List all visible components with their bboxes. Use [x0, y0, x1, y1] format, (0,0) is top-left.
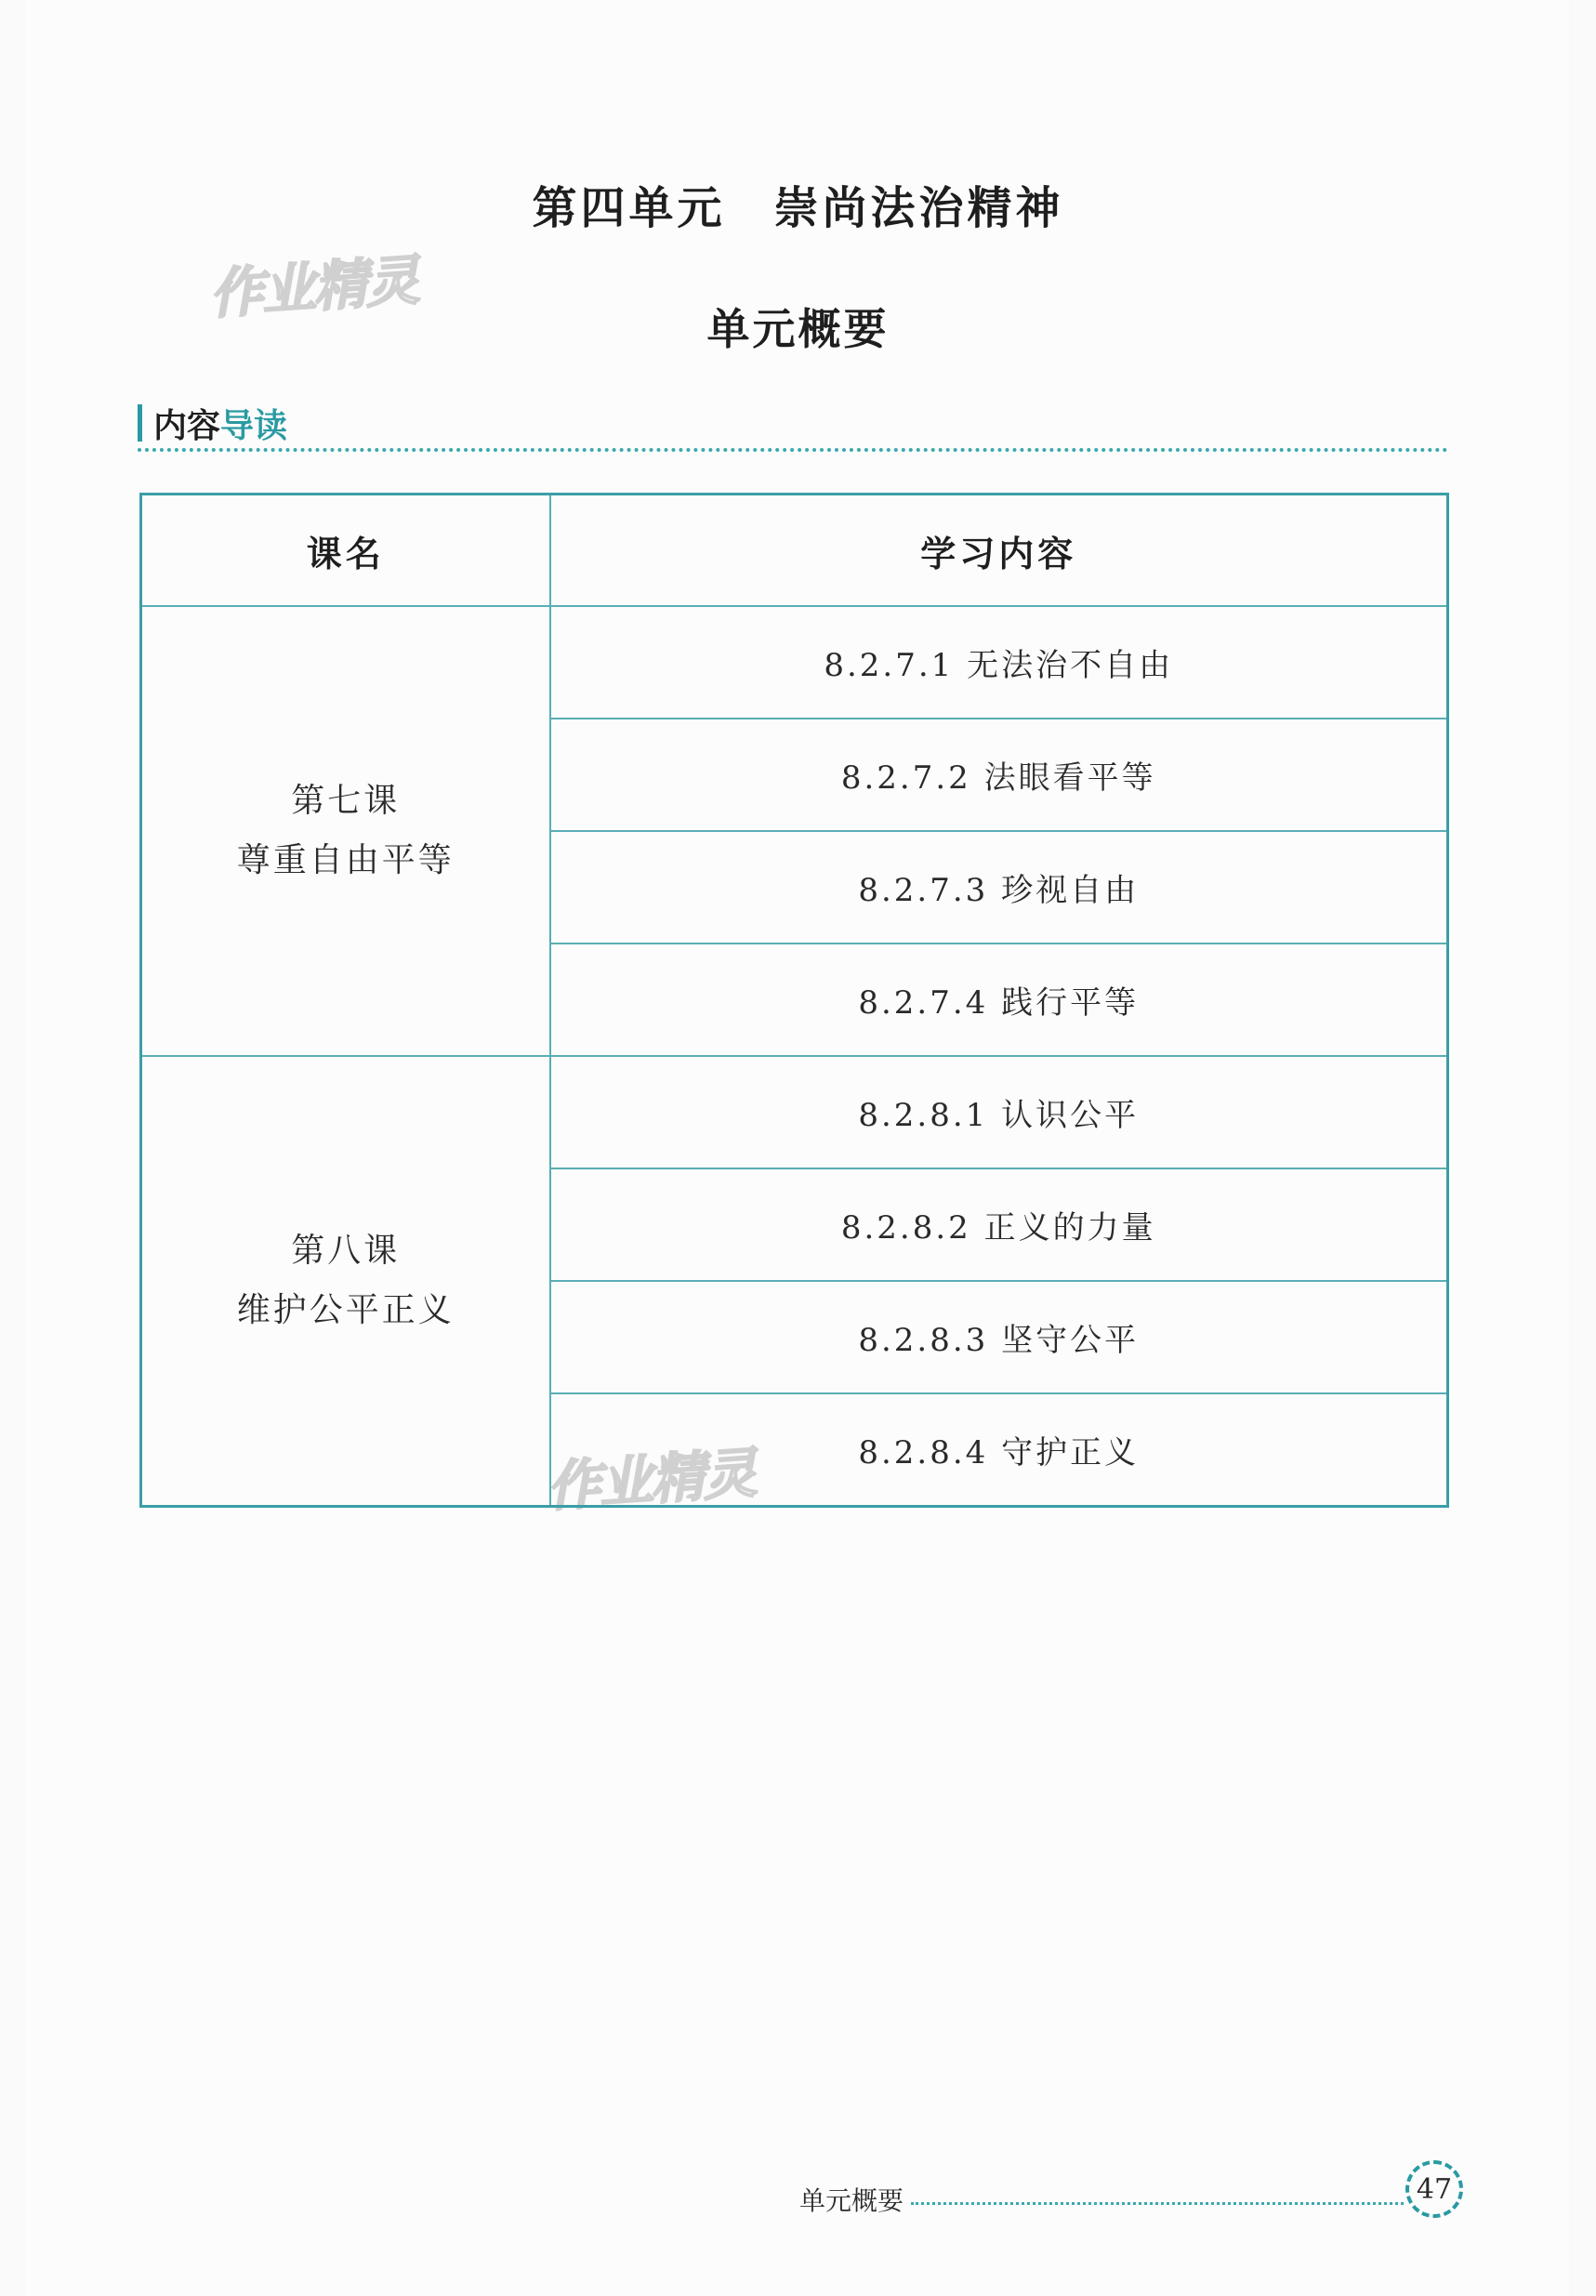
header-lesson-name: 课名	[141, 495, 550, 607]
footer-divider	[911, 2202, 1404, 2205]
section-header	[138, 402, 287, 444]
section-label	[153, 400, 287, 447]
page-number: 47	[1405, 2160, 1463, 2218]
table-header-row	[141, 495, 1448, 607]
content-cell: 8.2.8.1 认识公平	[550, 1056, 1448, 1168]
overview-title: 单元概要	[706, 304, 890, 354]
lesson-cell	[141, 1056, 550, 1507]
header-learning-content: 学习内容	[550, 495, 1448, 607]
table-row	[141, 1056, 1448, 1168]
lesson-number: 第七课	[291, 782, 401, 820]
section-marker-bar	[138, 404, 142, 442]
unit-title: 第四单元 崇尚法治精神	[532, 182, 1064, 234]
lesson-table	[139, 493, 1449, 1508]
lesson-cell	[141, 606, 550, 1056]
lesson-name: 尊重自由平等	[236, 841, 455, 879]
table-row	[141, 606, 1448, 719]
section-label-main: 内容	[153, 405, 221, 445]
content-cell: 8.2.8.3 坚守公平	[550, 1281, 1448, 1393]
content-cell: 8.2.7.1 无法治不自由	[550, 606, 1448, 719]
content-cell: 8.2.8.4 守护正义	[550, 1393, 1448, 1507]
watermark: 作业精灵	[207, 248, 420, 326]
section-label-accent: 导读	[220, 405, 288, 445]
content-cell: 8.2.7.3 珍视自由	[550, 831, 1448, 943]
content-cell: 8.2.7.4 践行平等	[550, 943, 1448, 1056]
lesson-name: 维护公平正义	[236, 1291, 455, 1329]
watermark: 作业精灵	[545, 1441, 758, 1519]
section-divider	[138, 448, 1448, 452]
content-cell: 8.2.7.2 法眼看平等	[550, 719, 1448, 831]
footer-label: 单元概要	[799, 2185, 904, 2216]
content-cell: 8.2.8.2 正义的力量	[550, 1168, 1448, 1281]
lesson-number: 第八课	[291, 1232, 401, 1270]
